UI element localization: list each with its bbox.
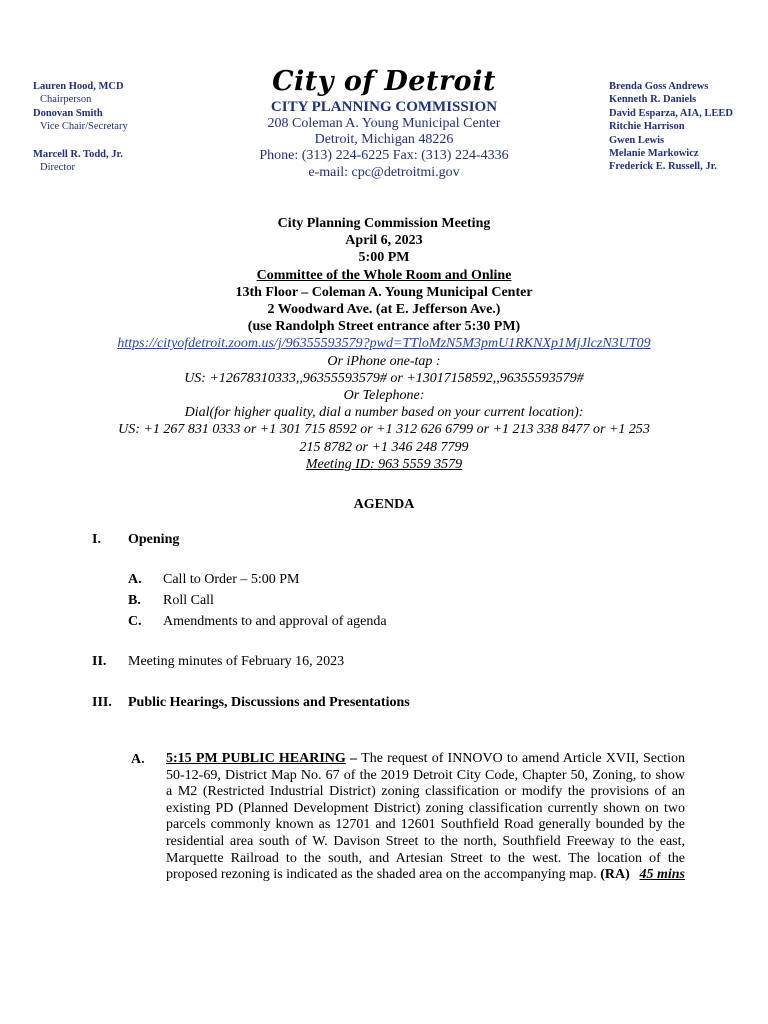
- meeting-entrance: (use Randolph Street entrance after 5:30 PM): [247, 319, 521, 335]
- meeting-id: Meeting ID: 963 5559 3579: [305, 456, 463, 472]
- zoom-link[interactable]: https://cityofdetroit.zoom.us/j/96355593579?pwd=TTloMzN5M3pmU1RKNXp1MjJlczN3UT09: [117, 336, 651, 352]
- section-number: I.: [92, 532, 101, 547]
- meeting-info: [40, 215, 728, 473]
- officers-list: [33, 80, 128, 174]
- officer-name: Marcell R. Todd, Jr.: [33, 148, 123, 160]
- member-name: Gwen Lewis: [609, 134, 665, 146]
- item-text: Call to Order – 5:00 PM: [163, 572, 300, 587]
- dial-numbers-continued: 215 8782 or +1 346 248 7799: [299, 439, 469, 455]
- officer-name: Donovan Smith: [33, 107, 103, 119]
- meeting-room: Committee of the Whole Room and Online: [256, 267, 512, 283]
- member-name: Melanie Markowicz: [609, 148, 699, 160]
- dial-note: Dial(for higher quality, dial a number based on your current location):: [184, 405, 584, 421]
- address-line-2: Detroit, Michigan 48226: [314, 132, 454, 148]
- member-name: Ritchie Harrison: [609, 121, 685, 133]
- commission-name: CITY PLANNING COMMISSION: [270, 99, 498, 115]
- hearing-header: 5:15 PM PUBLIC HEARING: [166, 751, 346, 766]
- phone-fax: Phone: (313) 224-6225 Fax: (313) 224-4336: [259, 148, 509, 164]
- member-name: Frederick E. Russell, Jr.: [609, 161, 717, 173]
- section-title: Meeting minutes of February 16, 2023: [128, 654, 345, 669]
- item-text: Roll Call: [163, 593, 214, 608]
- member-name: David Esparza, AIA, LEED: [609, 107, 733, 119]
- meeting-street: 2 Woodward Ave. (at E. Jefferson Ave.): [267, 302, 501, 318]
- hearing-body: The request of INNOVO to amend Article XVII, Section 50-12-69, District Map No. 67 of the 2019 Detroit City Code, Chapter 50, Zoning, to show a M2 (Restricted Industrial District) zoning classification or modify the provisions of an existing PD (Planned Development District) zoning classification currently shown on two parcels commonly known as 12701 and 12601 Southfield Road generally bounded by the residential area south of W. Davison Street to the north, Southfield Freeway to the east, Marquette Railroad to the south, and Artesian Street to the west. The location of the proposed rezoning is indicated as the shaded area on the accompanying map.: [166, 751, 685, 883]
- member-name: Kenneth R. Daniels: [609, 94, 697, 106]
- officer-role: Vice Chair/Secretary: [40, 121, 128, 133]
- iphone-label: Or iPhone one-tap :: [327, 353, 441, 369]
- item-letter: B.: [128, 593, 141, 608]
- item-text: Amendments to and approval of agenda: [163, 614, 387, 629]
- meeting-time: 5:00 PM: [358, 250, 410, 266]
- meeting-date: April 6, 2023: [345, 233, 423, 249]
- staff-tag: (RA): [600, 867, 630, 883]
- member-name: Brenda Goss Andrews: [609, 81, 709, 92]
- meeting-title: City Planning Commission Meeting: [277, 216, 491, 231]
- dial-numbers: US: +1 267 831 0333 or +1 301 715 8592 or +1 312 626 6799 or +1 213 338 8477 or +1 253: [118, 422, 650, 438]
- item-letter: C.: [128, 614, 142, 629]
- officer-role: Director: [40, 162, 75, 174]
- letterhead: [200, 66, 568, 181]
- item-letter: A.: [128, 572, 142, 587]
- section-title: Public Hearings, Discussions and Presentations: [128, 695, 410, 710]
- agenda-title: AGENDA: [353, 497, 415, 512]
- address-line-1: 208 Coleman A. Young Municipal Center: [267, 116, 501, 131]
- members-list: [609, 80, 733, 174]
- item-letter: A.: [131, 752, 145, 767]
- officer-role: Chairperson: [40, 94, 92, 106]
- section-title: Opening: [128, 532, 180, 547]
- hearing-dash: –: [345, 751, 362, 766]
- spacer: [33, 134, 128, 148]
- meeting-floor: 13th Floor – Coleman A. Young Municipal Center: [235, 284, 533, 300]
- public-hearing-item: [166, 751, 685, 884]
- iphone-numbers: US: +12678310333,,96355593579# or +13017158592,,96355593579#: [184, 370, 584, 386]
- telephone-label: Or Telephone:: [343, 388, 425, 404]
- email: e-mail: cpc@detroitmi.gov: [308, 164, 460, 180]
- duration: 45 mins: [639, 867, 685, 883]
- section-number: III.: [92, 695, 112, 710]
- section-number: II.: [92, 654, 107, 669]
- officer-name: Lauren Hood, MCD: [33, 81, 124, 92]
- city-logo-text: City of Detroit: [272, 66, 496, 97]
